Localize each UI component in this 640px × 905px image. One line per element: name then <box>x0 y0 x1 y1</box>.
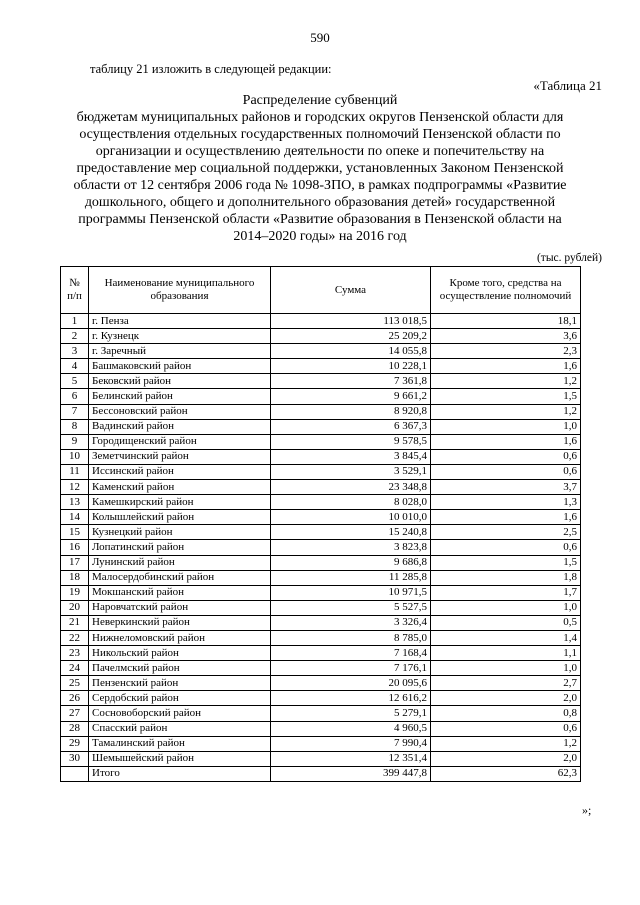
cell-sum: 113 018,5 <box>271 314 431 329</box>
table-row <box>61 676 581 691</box>
heading-line: Распределение субвенций <box>242 93 398 108</box>
cell-extra: 1,2 <box>431 374 581 389</box>
cell-num: 25 <box>61 676 89 691</box>
cell-sum: 9 661,2 <box>271 389 431 404</box>
table-row <box>61 449 581 464</box>
table-row <box>61 555 581 570</box>
cell-name: Лопатинский район <box>89 540 271 555</box>
cell-num: 18 <box>61 570 89 585</box>
cell-extra: 0,8 <box>431 706 581 721</box>
cell-num: 11 <box>61 464 89 479</box>
cell-extra: 2,3 <box>431 344 581 359</box>
cell-name: Лунинский район <box>89 555 271 570</box>
heading-line: организации и осуществлению деятельности по опеке и попечительству на <box>95 144 545 159</box>
cell-name: Каменский район <box>89 480 271 495</box>
cell-name: Пачелмский район <box>89 661 271 676</box>
cell-name: Наровчатский район <box>89 600 271 615</box>
table-row <box>61 600 581 615</box>
cell-name: Кузнецкий район <box>89 525 271 540</box>
cell-extra: 1,2 <box>431 736 581 751</box>
cell-num: 30 <box>61 751 89 766</box>
table-row <box>61 721 581 736</box>
cell-name: Никольский район <box>89 646 271 661</box>
cell-name: Малосердобинский район <box>89 570 271 585</box>
heading-line: предоставление мер социальной поддержки, установленных Законом Пензенской <box>76 161 564 176</box>
cell-name: Тамалинский район <box>89 736 271 751</box>
cell-sum: 10 971,5 <box>271 585 431 600</box>
cell-extra: 1,0 <box>431 419 581 434</box>
table-row <box>61 661 581 676</box>
cell-extra: 1,5 <box>431 555 581 570</box>
cell-num: 7 <box>61 404 89 419</box>
cell-sum: 8 920,8 <box>271 404 431 419</box>
cell-sum: 20 095,6 <box>271 676 431 691</box>
cell-sum: 15 240,8 <box>271 525 431 540</box>
cell-num: 8 <box>61 419 89 434</box>
cell-sum: 8 028,0 <box>271 495 431 510</box>
cell-num: 29 <box>61 736 89 751</box>
cell-num: 23 <box>61 646 89 661</box>
cell-num: 20 <box>61 600 89 615</box>
cell-sum: 10 228,1 <box>271 359 431 374</box>
header-num: № п/п <box>61 267 89 314</box>
header-extra: Кроме того, средства на осуществление полномочий <box>431 267 581 314</box>
cell-sum: 7 176,1 <box>271 661 431 676</box>
table-row <box>61 630 581 645</box>
heading-line: 2014–2020 годы» на 2016 год <box>233 229 407 244</box>
cell-name: Городищенский район <box>89 434 271 449</box>
cell-sum: 9 686,8 <box>271 555 431 570</box>
cell-extra: 1,6 <box>431 359 581 374</box>
cell-sum: 399 447,8 <box>271 766 431 781</box>
table-row <box>61 570 581 585</box>
table-row <box>61 389 581 404</box>
cell-num: 27 <box>61 706 89 721</box>
cell-num: 17 <box>61 555 89 570</box>
table-row <box>61 404 581 419</box>
cell-num: 5 <box>61 374 89 389</box>
cell-name: Колышлейский район <box>89 510 271 525</box>
cell-extra: 1,0 <box>431 600 581 615</box>
table-row <box>61 464 581 479</box>
cell-num: 26 <box>61 691 89 706</box>
cell-sum: 3 845,4 <box>271 449 431 464</box>
cell-num: 6 <box>61 389 89 404</box>
table-row <box>61 419 581 434</box>
table-row <box>61 480 581 495</box>
cell-extra: 0,6 <box>431 540 581 555</box>
cell-sum: 3 326,4 <box>271 615 431 630</box>
cell-extra: 1,4 <box>431 630 581 645</box>
cell-sum: 14 055,8 <box>271 344 431 359</box>
intro-text: таблицу 21 изложить в следующей редакции: <box>90 62 332 76</box>
cell-sum: 12 616,2 <box>271 691 431 706</box>
cell-extra: 2,5 <box>431 525 581 540</box>
cell-sum: 3 529,1 <box>271 464 431 479</box>
cell-name: Мокшанский район <box>89 585 271 600</box>
table-header-row <box>61 267 581 314</box>
cell-name: г. Кузнецк <box>89 329 271 344</box>
cell-num: 13 <box>61 495 89 510</box>
cell-num: 3 <box>61 344 89 359</box>
cell-extra: 2,7 <box>431 676 581 691</box>
table-row <box>61 359 581 374</box>
cell-sum: 5 279,1 <box>271 706 431 721</box>
cell-num: 14 <box>61 510 89 525</box>
cell-name: Бессоновский район <box>89 404 271 419</box>
table-row <box>61 691 581 706</box>
cell-extra: 62,3 <box>431 766 581 781</box>
cell-sum: 25 209,2 <box>271 329 431 344</box>
cell-sum: 4 960,5 <box>271 721 431 736</box>
cell-sum: 7 168,4 <box>271 646 431 661</box>
header-name: Наименование муниципального образования <box>89 267 271 314</box>
cell-num <box>61 766 89 781</box>
table-row <box>61 585 581 600</box>
table-row <box>61 510 581 525</box>
cell-name: Камешкирский район <box>89 495 271 510</box>
distribution-table <box>60 266 581 782</box>
cell-extra: 2,0 <box>431 691 581 706</box>
table-row <box>61 615 581 630</box>
cell-extra: 18,1 <box>431 314 581 329</box>
heading-line: дошкольного, общего и дополнительного образования детей» государственной <box>84 195 556 210</box>
cell-extra: 1,1 <box>431 646 581 661</box>
cell-extra: 3,6 <box>431 329 581 344</box>
cell-num: 1 <box>61 314 89 329</box>
cell-sum: 10 010,0 <box>271 510 431 525</box>
cell-name: Нижнеломовский район <box>89 630 271 645</box>
page-number: 590 <box>310 30 330 45</box>
cell-extra: 0,6 <box>431 464 581 479</box>
cell-sum: 23 348,8 <box>271 480 431 495</box>
cell-sum: 7 361,8 <box>271 374 431 389</box>
total-row <box>61 766 581 781</box>
cell-extra: 1,5 <box>431 389 581 404</box>
cell-name: г. Пенза <box>89 314 271 329</box>
cell-num: 19 <box>61 585 89 600</box>
cell-name: Белинский район <box>89 389 271 404</box>
table-row <box>61 374 581 389</box>
cell-num: 22 <box>61 630 89 645</box>
heading-line: области от 12 сентября 2006 года № 1098-ЗПО, в рамках подпрограммы «Развитие <box>73 178 567 193</box>
units-label: (тыс. рублей) <box>536 252 602 264</box>
cell-num: 28 <box>61 721 89 736</box>
cell-name: Бековский район <box>89 374 271 389</box>
table-row <box>61 751 581 766</box>
heading-line: программы Пензенской области «Развитие образования в Пензенской области на <box>78 212 562 227</box>
cell-name: Земетчинский район <box>89 449 271 464</box>
table-row <box>61 314 581 329</box>
cell-sum: 12 351,4 <box>271 751 431 766</box>
cell-extra: 3,7 <box>431 480 581 495</box>
cell-num: 4 <box>61 359 89 374</box>
cell-name: Сосновоборский район <box>89 706 271 721</box>
cell-num: 15 <box>61 525 89 540</box>
table-row <box>61 646 581 661</box>
cell-num: 21 <box>61 615 89 630</box>
cell-num: 16 <box>61 540 89 555</box>
cell-num: 24 <box>61 661 89 676</box>
cell-name: Сердобский район <box>89 691 271 706</box>
table-row <box>61 495 581 510</box>
table-row <box>61 736 581 751</box>
table-row <box>61 329 581 344</box>
cell-name: Итого <box>89 766 271 781</box>
cell-sum: 6 367,3 <box>271 419 431 434</box>
header-sum: Сумма <box>271 267 431 314</box>
closing-mark: »; <box>582 803 592 817</box>
cell-name: Иссинский район <box>89 464 271 479</box>
table-reference: «Таблица 21 <box>533 78 602 93</box>
cell-extra: 1,6 <box>431 434 581 449</box>
cell-sum: 7 990,4 <box>271 736 431 751</box>
cell-extra: 1,0 <box>431 661 581 676</box>
heading-line: осуществления отдельных государственных полномочий Пензенской области по <box>79 127 561 142</box>
cell-sum: 9 578,5 <box>271 434 431 449</box>
cell-extra: 0,6 <box>431 449 581 464</box>
cell-sum: 5 527,5 <box>271 600 431 615</box>
table-row <box>61 706 581 721</box>
table-body <box>61 314 581 782</box>
cell-extra: 1,2 <box>431 404 581 419</box>
cell-sum: 8 785,0 <box>271 630 431 645</box>
cell-sum: 3 823,8 <box>271 540 431 555</box>
cell-extra: 1,8 <box>431 570 581 585</box>
cell-num: 10 <box>61 449 89 464</box>
cell-name: Башмаковский район <box>89 359 271 374</box>
cell-name: Пензенский район <box>89 676 271 691</box>
cell-name: Шемышейский район <box>89 751 271 766</box>
cell-extra: 2,0 <box>431 751 581 766</box>
table-row <box>61 344 581 359</box>
cell-name: г. Заречный <box>89 344 271 359</box>
cell-extra: 1,3 <box>431 495 581 510</box>
cell-name: Неверкинский район <box>89 615 271 630</box>
cell-sum: 11 285,8 <box>271 570 431 585</box>
cell-extra: 0,6 <box>431 721 581 736</box>
cell-name: Вадинский район <box>89 419 271 434</box>
document-heading <box>0 92 640 245</box>
cell-num: 2 <box>61 329 89 344</box>
cell-num: 9 <box>61 434 89 449</box>
table-row <box>61 434 581 449</box>
table-row <box>61 540 581 555</box>
cell-extra: 0,5 <box>431 615 581 630</box>
cell-num: 12 <box>61 480 89 495</box>
cell-extra: 1,6 <box>431 510 581 525</box>
heading-line: бюджетам муниципальных районов и городских округов Пензенской области для <box>76 110 564 125</box>
cell-extra: 1,7 <box>431 585 581 600</box>
table-row <box>61 525 581 540</box>
cell-name: Спасский район <box>89 721 271 736</box>
